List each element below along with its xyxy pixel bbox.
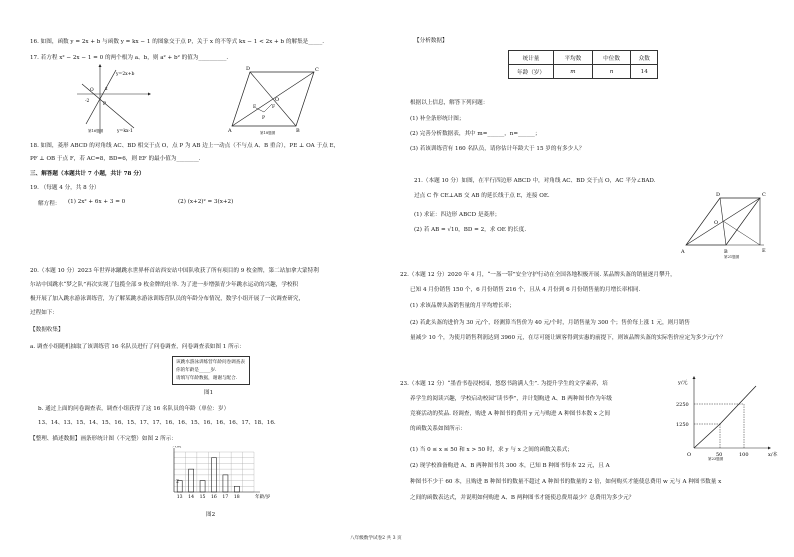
page-footer: 八年级数学试卷2 共 3 页: [350, 536, 402, 541]
y-axis-title: 人数: [172, 446, 182, 449]
svg-text:E: E: [253, 105, 257, 110]
fig18-caption: 第18题图: [260, 131, 276, 135]
svg-text:-2: -2: [85, 99, 90, 104]
svg-text:E: E: [762, 248, 766, 254]
question-23-line4: 的函数关系如图所示：: [410, 426, 466, 432]
svg-text:O: O: [275, 97, 280, 103]
analysis-table: [508, 50, 658, 79]
question-21-line1: 21.（本题 10 分）如图，在平行四边形 ABCD 中，对角线 AC、BD 交于点 O，AC 平分∠BAD.: [414, 178, 656, 184]
x-tick-label: 18: [233, 495, 240, 500]
bar: [223, 475, 228, 492]
q20-part3: (3) 若该训练营有 160 名队员，请你估计年龄大于 15 岁的有多少人？: [410, 146, 585, 152]
svg-text:C: C: [315, 67, 319, 73]
q23-part2-line1: (2) 现学校准备购进 A、B 两种图书共 300 本，已知 B 种图书每本 22 元，且 A: [410, 463, 610, 469]
q20-part2: (2) 完善分析数据表，其中 m=______，n=______；: [410, 131, 541, 137]
question-19-part1: (1) 2x² + 6x + 3 = 0: [68, 199, 126, 205]
svg-text:F: F: [272, 105, 276, 110]
svg-text:B: B: [724, 249, 728, 255]
svg-text:P: P: [262, 116, 266, 121]
table-cell: 年龄（岁）: [509, 65, 554, 79]
age-list: 13、14、13、15、14、15、16、15、17、17、16、16、15、16、16、16、17、18、16.: [38, 420, 276, 426]
table-cell: 14: [631, 65, 658, 79]
survey-line1: 该跳水游泳训练营年龄问卷调查表: [176, 360, 245, 365]
figure-18: [230, 64, 330, 136]
svg-text:y=kx-1: y=kx-1: [117, 129, 133, 134]
question-22-line1: 22.（本题 12 分）2020 年 4 月，“一盔一带”安全守护行动在全国各地积极开展. 某品牌头盔的销量逐月攀升，: [400, 272, 676, 278]
q21-part1: (1) 求证：四边形 ABCD 是菱形；: [414, 212, 501, 218]
svg-text:D: D: [246, 66, 251, 72]
question-16: 16. 如图，函数 y = 2x + b 与函数 y = kx − 1 的图象交于点 P，关于 x 的不等式 kx − 1 < 2x + b 的解集是_____.: [30, 39, 325, 45]
q23-part2-line2: 种图书不少于 60 本，且购进 B 种图书的数量不超过 A 种图书的数量的 2 倍，如何购买才能使总费用 w 元与 A 种图书数量 x: [410, 479, 722, 485]
svg-text:A: A: [228, 128, 232, 134]
fig23-xtick: 100: [739, 452, 749, 458]
figure-23: [668, 376, 778, 462]
question-20-line3: 极开展了加入跳水游泳训练营，为了解某跳水游泳训练营队员的年龄分布情况，数学小组开展了一次调查研究，: [30, 296, 305, 302]
fig23-ylabel: y/元: [678, 380, 688, 386]
fig23-origin: O: [687, 452, 692, 458]
svg-text:x: x: [105, 87, 108, 92]
fig23-ytick: 2250: [676, 402, 689, 408]
question-20-line1: 20.（本题 10 分）2023 年世界冰蹴跳水世界杯首站西安站中国队收获了所有项目的 9 枚金牌，第二站加拿大蒙特利: [30, 268, 319, 274]
svg-text:O: O: [714, 220, 719, 226]
question-22-line2: 已知 4 月份销售 150 个，6 月份销售 216 个，且从 4 月份到 6 月份销售量的月增长率相同.: [410, 287, 641, 293]
bar-chart: [160, 446, 270, 510]
svg-text:C: C: [762, 192, 766, 198]
q22-part1: (1) 求该品牌头盔销售量的月平均增长率；: [410, 303, 515, 309]
x-tick-label: 15: [199, 495, 206, 500]
question-20-line4: 过程如下：: [30, 310, 58, 316]
survey-line2: 你的年龄是_____岁.: [176, 368, 217, 373]
question-18-line2: PF ⊥ OB 于点 F，若 AC=8，BD=6，则 EF 的最小值为________.: [30, 156, 201, 162]
x-tick-label: 16: [211, 495, 217, 500]
question-23-line3: 竞赛活动的奖品. 经调查，购进 A 种图书的费用 y 元与购进 A 种图书本数 x 之间: [410, 411, 610, 417]
q20-part1: (1) 补全条形统计图；: [410, 116, 465, 122]
table-header-cell: 平均数: [554, 51, 593, 65]
table-cell: m: [554, 65, 593, 79]
organize-title: 【整理、描述数据】画条形统计图（不完整）如图 2 所示：: [30, 436, 177, 442]
question-18-line1: 18. 如图，菱形 ABCD 的对角线 AC、BD 相交于点 O，点 P 为 AB 边上一动点（不与点 A、B 重合），PE ⊥ OA 于点 E，: [30, 143, 340, 149]
svg-text:D: D: [716, 192, 721, 198]
q22-part2-line1: (2) 若此头盔的进价为 30 元/个，经测算当售价为 40 元/个时，月销售量为 300 个；售价每上涨 1 元，则月销售: [410, 320, 690, 326]
fig23-xlabel: x/本: [768, 452, 778, 458]
table-header-cell: 中位数: [592, 51, 631, 65]
item-b-text: b. 通过上面的问卷调查表，调查小组获得了这 16 名队员的年龄（单位：岁）: [38, 406, 230, 412]
fig16-caption: 第16题图: [88, 129, 104, 133]
x-tick-label: 17: [222, 495, 229, 500]
question-23-line2: 养学生的阅读兴趣，学校启动校园“读书季”，并计划购进 A、B 两种图书作为年级: [410, 396, 613, 402]
svg-text:y=2x+b: y=2x+b: [116, 72, 135, 77]
figure-21: [676, 190, 776, 260]
svg-text:A: A: [681, 249, 685, 255]
x-tick-label: 13: [176, 495, 183, 500]
question-19-label: 解方程：: [38, 201, 61, 207]
fig23-xtick: 50: [716, 452, 723, 458]
question-23-line1: 23.（本题 12 分）“墨香书卷浸校园，悠悠书韵满人生”. 为提升学生的文学素养，培: [400, 381, 608, 387]
data-collection-title: 【数据收集】: [30, 327, 64, 333]
question-19-part2: (2) (x+2)² = 3(x+2): [178, 199, 234, 205]
q21-part2: (2) 若 AB = √10，BD = 2，求 OE 的长度.: [414, 227, 527, 233]
fig23-ytick: 1250: [676, 422, 689, 428]
item-a-text: a. 调查小组随机抽取了该训练营 16 名队员进行了问卷调查，问卷调查表如图 1 所示：: [30, 344, 245, 350]
table-header-cell: 统计量: [509, 51, 554, 65]
question-21-line2: 过点 C 作 CE⊥AB 交 AB 的延长线于点 E，连接 OE.: [414, 193, 550, 199]
svg-text:O: O: [90, 88, 94, 93]
figure-16: [72, 64, 152, 136]
svg-text:P: P: [103, 102, 107, 107]
x-tick-label: 14: [188, 495, 195, 500]
bar: [234, 486, 239, 492]
bar-chart-svg: [160, 446, 270, 506]
section-3-title: 三、解答题（本题共计 7 小题，共计 78 分）: [30, 171, 145, 177]
x-axis-title: 年龄/岁: [255, 495, 270, 500]
question-19: 19. （每题 4 分，共 8 分）: [30, 185, 100, 191]
table-header-cell: 众数: [631, 51, 658, 65]
survey-line3: 请填写年龄数据，谢谢与配合.: [176, 376, 238, 381]
table-cell: n: [592, 65, 631, 79]
fig21-caption: 第21题图: [724, 255, 740, 259]
y-tick-label: 2: [176, 479, 179, 485]
after-table-text: 根据以上信息，解答下列问题：: [410, 100, 489, 106]
question-20-line2: 尔站中国跳水“梦之队”再次实现了包揽全部 9 枚金牌的壮举. 为了进一步增强青少年跳水运动的兴趣，学校积: [30, 282, 299, 288]
svg-text:B: B: [296, 128, 300, 134]
q23-part2-line3: 之间的函数表达式，并说明如何购进 A、B 两种图书才能使总费用最少？总费用为多少元？: [410, 495, 635, 501]
figure-2-caption: 图2: [206, 512, 216, 518]
analysis-title: 【分析数据】: [414, 38, 448, 44]
figure-1-caption: 图1: [204, 390, 214, 396]
question-17: 17. 若方程 x² − 2x − 1 = 0 的两个根为 a、b，则 a² + b² 的值为__________.: [30, 55, 229, 61]
q23-part1: (1) 当 0 ≤ x ≤ 50 和 x > 50 时，求 y 与 x 之间的函数关系式；: [410, 447, 573, 453]
fig23-caption: 第23题图: [708, 457, 724, 461]
q22-part2-line2: 量减少 10 个，为使月销售利润达到 3960 元，在尽可能让顾客得到实惠的前提下，则该品牌头盔的实际售价应定为多少元/个？: [410, 335, 726, 341]
survey-box: [172, 356, 250, 385]
